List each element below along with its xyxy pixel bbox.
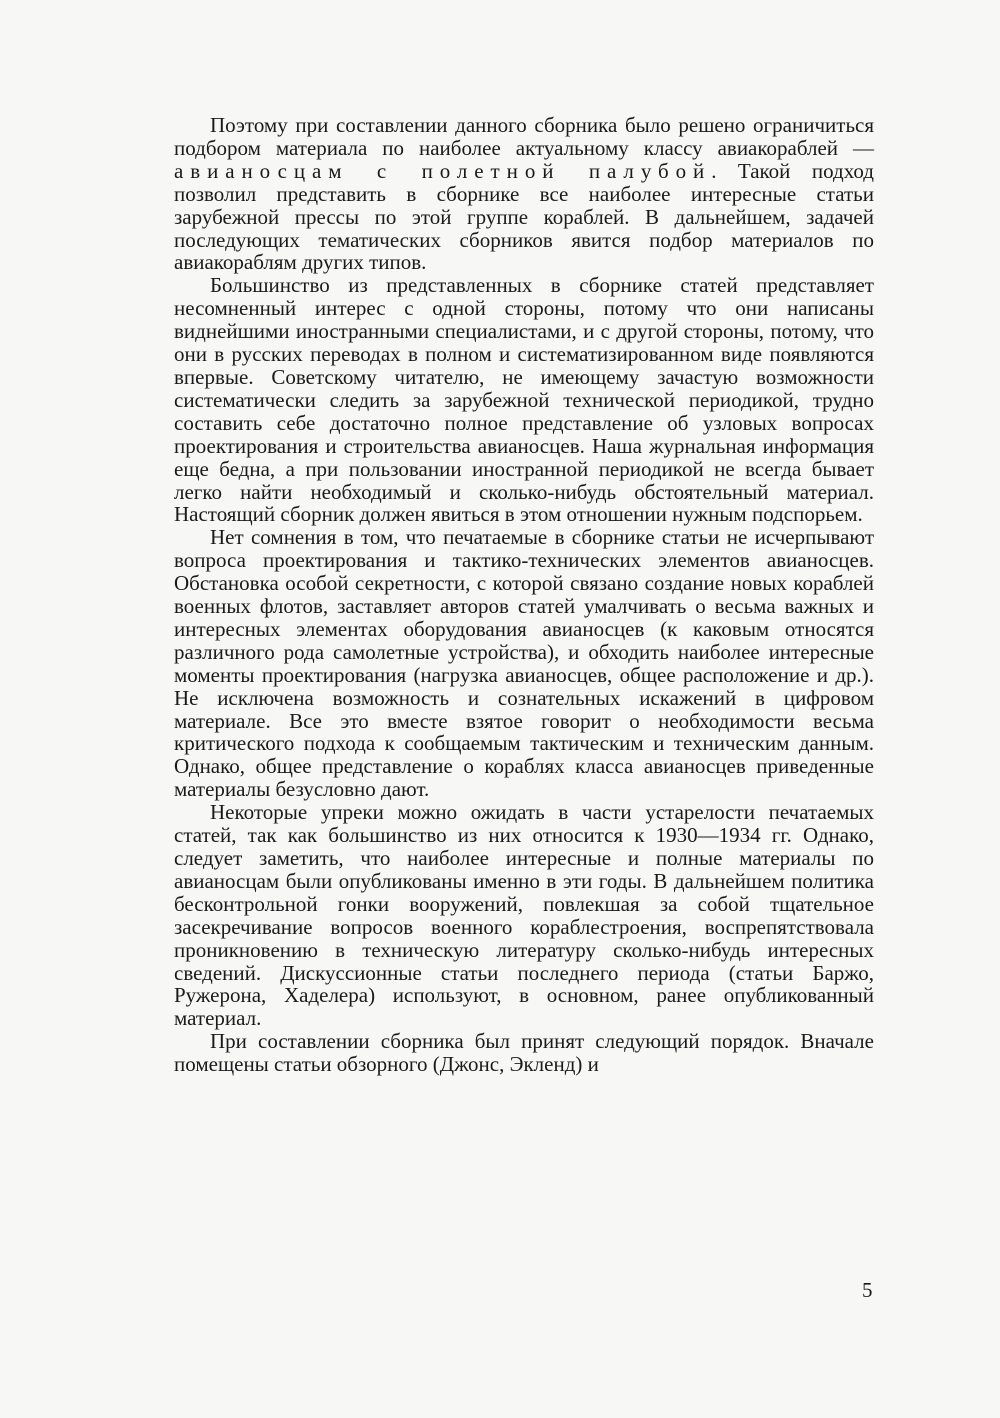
paragraph-1-before: Поэтому при составлении данного сборника было решено ограничиться подбором материала по наиболее актуальному классу авиакораблей — bbox=[174, 113, 874, 160]
paragraph-3: Нет сомнения в том, что печатаемые в сборнике статьи не исчерпывают вопроса проектирования и тактико-технических элементов авианосцев. Обстановка особой секретности, с которой связано создание новых кораблей военных флотов, заставляет авторов статей умалчивать о весьма важных и интересных элементах оборудования авианосцев (к каковым относятся различного рода самолетные устройства), и обходить наиболее интересные моменты проектирования (нагрузка авианосцев, общее расположение и др.). Не исключена возможность и сознательных искажений в цифровом материале. Все это вместе взятое говорит о необходимости весьма критического подхода к сообщаемым тактическим и техническим данным. Однако, общее представление о кораблях класса авианосцев приведенные материалы безусловно дают. bbox=[174, 525, 874, 802]
paragraph-1-emphasis: авианосцам с полетной палубой bbox=[174, 158, 712, 183]
body-text bbox=[174, 114, 874, 1076]
paragraph-1 bbox=[174, 114, 874, 274]
paragraph-5: При составлении сборника был принят следующий порядок. Вначале помещены статьи обзорного (Джонс, Экленд) и bbox=[174, 1029, 874, 1077]
paragraph-4: Некоторые упреки можно ожидать в части устарелости печатаемых статей, так как большинство из них относится к 1930—1934 гг. Однако, следует заметить, что наиболее интересные и полные материалы по авианосцам были опубликованы именно в эти годы. В дальнейшем политика бесконтрольной гонки вооружений, повлекшая за собой тщательное засекречивание вопросов военного кораблестроения, воспрепятствовала проникновению в техническую литературу сколько-нибудь интересных сведений. Дискуссионные статьи последнего периода (статьи Баржо, Ружерона, Хаделера) используют, в основном, ранее опубликованный материал. bbox=[174, 800, 874, 1031]
page-number: 5 bbox=[862, 1278, 873, 1302]
paragraph-2: Большинство из представленных в сборнике статей представляет несомненный интерес с одной стороны, потому что они написаны виднейшими иностранными специалистами, и с другой стороны, потому, что они в русских переводах в полном и систематизированном виде появляются впервые. Советскому читателю, не имеющему зачастую возможности систематически следить за зарубежной технической периодикой, трудно составить себе достаточно полное представление об узловых вопросах проектирования и строительства авианосцев. Наша журнальная информация еще бедна, а при пользовании иностранной периодикой не всегда бывает легко найти необходимый и сколько-нибудь обстоятельный материал. Настоящий сборник должен явиться в этом отношении нужным подспорьем. bbox=[174, 273, 874, 527]
paragraph-1-after: . Такой подход позволил представить в сборнике все наиболее интересные статьи зарубежной прессы по этой группе кораблей. В дальнейшем, задачей последующих тематических сборников явится подбор материалов по авиакораблям других типов. bbox=[174, 158, 874, 275]
